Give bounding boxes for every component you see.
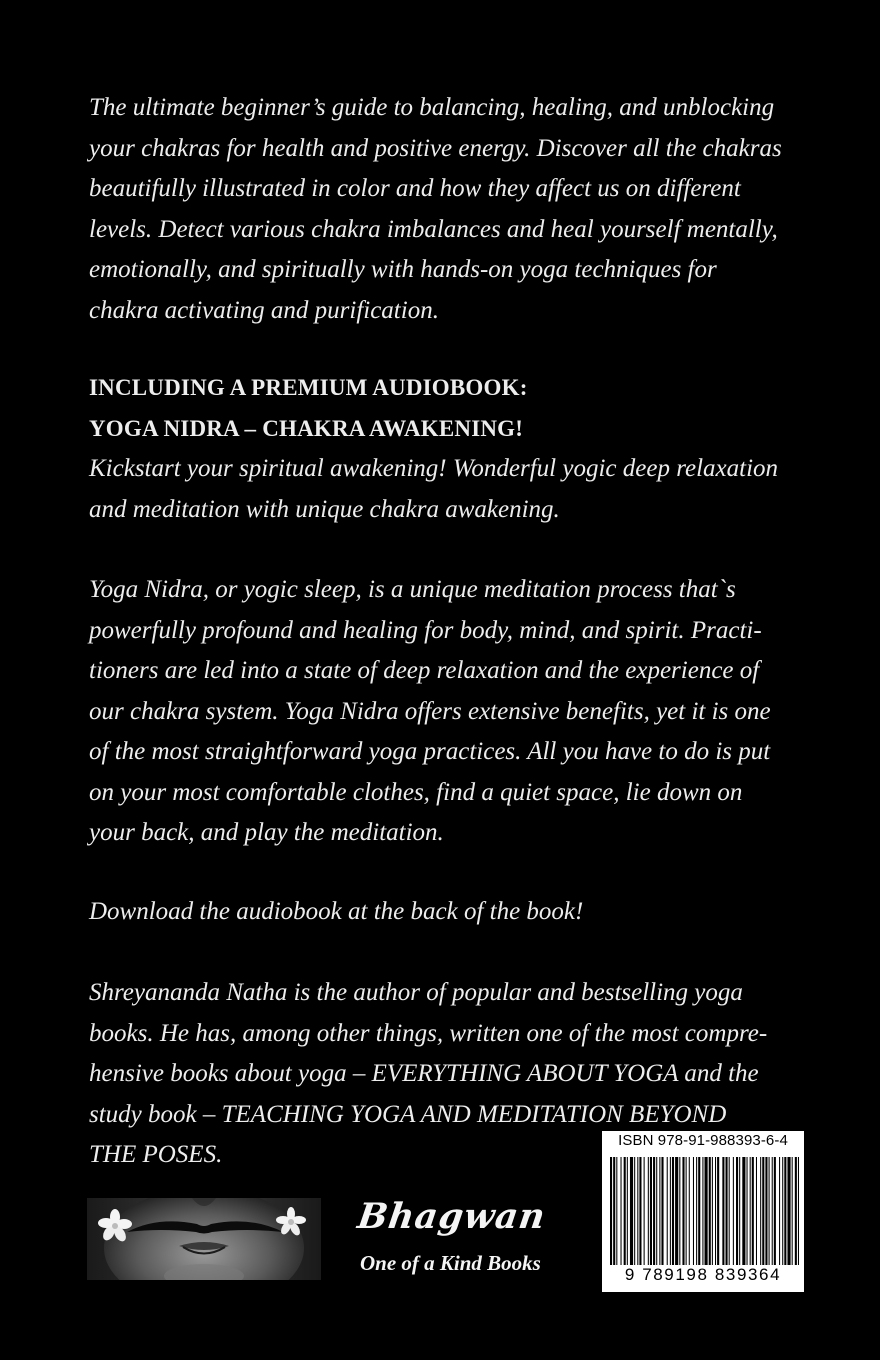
text-line: and meditation with unique chakra awakening. — [89, 495, 560, 523]
barcode-bar — [756, 1157, 757, 1265]
barcode-bar — [762, 1157, 764, 1265]
barcode-bar — [739, 1157, 740, 1265]
barcode-bar — [634, 1157, 635, 1265]
barcode-bar — [698, 1157, 700, 1265]
text-line: Shreyananda Natha is the author of popular and bestselling yoga — [89, 979, 743, 1006]
barcode-bar — [792, 1157, 793, 1265]
barcode-bar — [779, 1157, 780, 1265]
barcode-digits: 9 789198 839364 — [624, 1265, 782, 1284]
isbn-number: ISBN 978-91-988393-6-4 — [618, 1132, 788, 1149]
barcode-bar — [653, 1157, 655, 1265]
text-line: hensive books about yoga – EVERYTHING ABOUT YOGA and the — [89, 1060, 759, 1087]
intro-paragraph — [89, 88, 801, 331]
barcode-bar — [693, 1157, 694, 1265]
text-line: tioners are led into a state of deep relaxation and the experience of — [89, 657, 760, 684]
barcode-bar — [613, 1157, 615, 1265]
barcode-bar — [705, 1157, 708, 1265]
publisher-logo-photo — [87, 1198, 321, 1280]
barcode-bar — [747, 1157, 748, 1265]
barcode-bar — [750, 1157, 751, 1265]
barcode-bar — [630, 1157, 633, 1265]
barcode-bar — [726, 1157, 728, 1265]
barcode-bar — [712, 1157, 713, 1265]
text-line: THE POSES. — [89, 1141, 223, 1168]
text-line: Yoga Nidra, or yogic sleep, is a unique meditation process that`s — [89, 576, 736, 603]
barcode-bar — [798, 1157, 799, 1265]
barcode-bar — [769, 1157, 770, 1265]
barcode-bar — [696, 1157, 697, 1265]
barcode-bar — [782, 1157, 783, 1265]
barcode-bar — [682, 1157, 684, 1265]
text-line: your chakras for health and positive energy. Discover all the chakras — [89, 134, 782, 162]
text-line: of the most straightforward yoga practices. All you have to do is put — [89, 738, 771, 765]
text-line: study book – TEACHING YOGA AND MEDITATION BEYOND — [89, 1100, 727, 1128]
text-line: levels. Detect various chakra imbalances and heal yourself mentally, — [89, 215, 778, 243]
barcode-bar — [686, 1157, 687, 1265]
barcode-bar — [784, 1157, 786, 1265]
barcode-bar — [650, 1157, 652, 1265]
barcode-bar — [722, 1157, 724, 1265]
barcode-bar — [729, 1157, 730, 1265]
barcode-bar — [639, 1157, 641, 1265]
barcode-bar — [679, 1157, 680, 1265]
barcode-bar — [675, 1157, 678, 1265]
yoga-nidra-paragraph — [89, 570, 801, 854]
text-line: Kickstart your spiritual awakening! Wonderful yogic deep relaxation — [89, 455, 779, 482]
publisher-tagline: One of a Kind Books — [360, 1251, 541, 1275]
barcode-bar — [627, 1157, 628, 1265]
text-line: on your most comfortable clothes, find a quiet space, lie down on — [89, 778, 743, 806]
text-line: The ultimate beginner’s guide to balancing, healing, and unblocking — [89, 94, 775, 121]
barcode-bar — [733, 1157, 734, 1265]
barcode-bar — [659, 1157, 660, 1265]
barcode-bar — [787, 1157, 790, 1265]
barcode-bar — [670, 1157, 671, 1265]
barcode-bar — [656, 1157, 657, 1265]
audiobook-heading: INCLUDING A PREMIUM AUDIOBOOK: — [89, 375, 528, 400]
barcode-bar — [644, 1157, 645, 1265]
barcode-bar — [610, 1157, 612, 1265]
download-note — [89, 892, 801, 933]
barcode-bar — [667, 1157, 668, 1265]
text-line: chakra activating and purification. — [89, 296, 439, 324]
barcode-bar — [760, 1157, 761, 1265]
text-line: beautifully illustrated in color and how they affect us on different — [89, 175, 741, 202]
text-line: books. He has, among other things, written one of the most compre- — [89, 1019, 768, 1047]
barcode-bar — [621, 1157, 622, 1265]
text-line: emotionally, and spiritually with hands-on yoga techniques for — [89, 256, 717, 283]
text-line: Download the audiobook at the back of the book! — [89, 898, 584, 925]
barcode-bar — [765, 1157, 767, 1265]
isbn-barcode — [602, 1131, 804, 1292]
barcode-bar — [661, 1157, 663, 1265]
text-line: our chakra system. Yoga Nidra offers extensive benefits, yet it is one — [89, 697, 771, 725]
barcode-bar — [624, 1157, 626, 1265]
barcode-bar — [742, 1157, 745, 1265]
audiobook-section — [89, 368, 801, 530]
barcode-bar — [637, 1157, 638, 1265]
barcode-bar — [774, 1157, 776, 1265]
barcode-bar — [717, 1157, 719, 1265]
barcode-bar — [715, 1157, 716, 1265]
text-line: powerfully profound and healing for body, mind, and spirit. Practi- — [89, 616, 762, 644]
barcode-bar — [616, 1157, 617, 1265]
barcode-bar — [795, 1157, 797, 1265]
barcode-bar — [672, 1157, 674, 1265]
barcode-bar — [772, 1157, 773, 1265]
barcode-bar — [736, 1157, 738, 1265]
barcode-bar — [752, 1157, 754, 1265]
text-line: your back, and play the meditation. — [89, 819, 444, 846]
publisher-name: Bhagwan — [355, 1196, 549, 1237]
audiobook-title: YOGA NIDRA – CHAKRA AWAKENING! — [89, 415, 524, 441]
barcode-bar — [702, 1157, 703, 1265]
barcode-bar — [709, 1157, 711, 1265]
barcode-bar — [689, 1157, 690, 1265]
barcode-bars — [610, 1157, 800, 1265]
barcode-bar — [648, 1157, 649, 1265]
